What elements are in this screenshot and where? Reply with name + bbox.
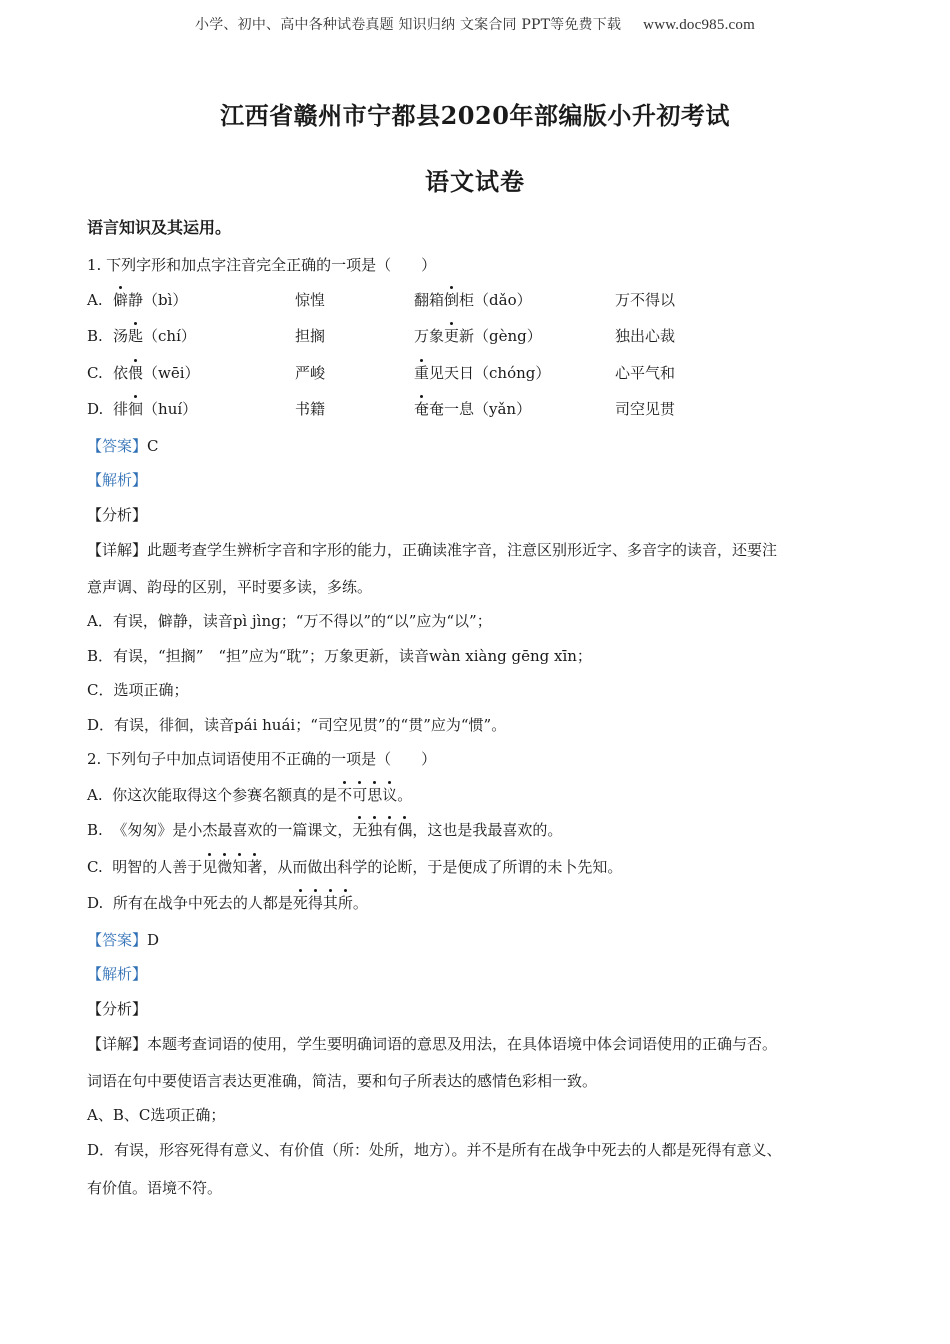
section-heading: 语言知识及其运用。	[87, 218, 232, 237]
q2-option-c	[87, 857, 622, 877]
dotted-char: 可	[352, 786, 368, 804]
dotted-char: 思	[367, 786, 383, 804]
option-letter: A.	[87, 786, 103, 804]
option-col2: 书籍	[295, 400, 326, 418]
dotted-char: 无	[352, 821, 368, 839]
dotted-char: 所	[337, 894, 353, 912]
option-letter: B.	[87, 327, 103, 345]
q2-analysis-tag: 【解析】	[87, 965, 148, 983]
q1-explain-c: C．选项正确；	[87, 681, 189, 699]
option-letter: C.	[87, 364, 103, 382]
option-col3-post: 见天日（chóng）	[429, 364, 551, 382]
q1-stem: 1. 下列字形和加点字注音完全正确的一项是（ ）	[87, 256, 437, 274]
q1-explain-b: B．有误，“担搁” “担”应为“耽”；万象更新，读音wàn xiàng gēng xīn；	[87, 647, 592, 665]
detail-text: 本题考查词语的使用，学生要明确词语的意思及用法，在具体语境中体会词语使用的正确与否。	[147, 1035, 778, 1053]
dotted-word	[293, 894, 353, 912]
option-letter: D.	[87, 894, 104, 912]
dotted-char: 有	[382, 821, 398, 839]
header-site-link[interactable]: www.doc985.com	[643, 17, 755, 33]
dotted-char: 倒	[444, 291, 460, 309]
dotted-word	[337, 786, 397, 804]
header-text: 小学、初中、高中各种试卷真题 知识归纳 文案合同 PPT等免费下载	[195, 17, 622, 33]
option-letter: D.	[87, 400, 104, 418]
dotted-char: 不	[337, 786, 353, 804]
q1-fenxi-tag: 【分析】	[87, 506, 148, 524]
q2-explain-d: D．有误，形容死得有意义、有价值（所：处所，地方）。并不是所有在战争中死去的人都是死得有意义、	[87, 1141, 782, 1159]
dotted-char: 知	[232, 858, 248, 876]
option-text-pre: 你这次能取得这个参赛名额真的是	[112, 786, 338, 804]
q2-fenxi-tag: 【分析】	[87, 1000, 148, 1018]
dotted-word	[352, 821, 412, 839]
option-letter: B.	[87, 821, 103, 839]
dotted-char: 更	[444, 327, 460, 345]
dotted-char: 重	[414, 364, 430, 382]
dotted-char: 奄	[414, 400, 430, 418]
q1-analysis-tag: 【解析】	[87, 471, 148, 489]
dotted-char: 得	[307, 894, 323, 912]
dotted-char: 匙	[128, 327, 144, 345]
option-text-post: 静（bì）	[128, 291, 188, 309]
q1-answer	[87, 436, 159, 456]
dotted-char: 死	[292, 894, 308, 912]
option-letter: C.	[87, 858, 103, 876]
page-header	[0, 14, 950, 34]
answer-value: C	[147, 437, 159, 455]
option-text-post: ，这也是我最喜欢的。	[412, 821, 563, 839]
q2-stem: 2. 下列句子中加点词语使用不正确的一项是（ ）	[87, 750, 437, 768]
option-col2: 严峻	[295, 364, 326, 382]
option-text-pre: 徘	[113, 400, 129, 418]
option-text-post: （chí）	[143, 327, 196, 345]
q2-option-d	[87, 893, 368, 913]
q2-explain-abc: A、B、C选项正确；	[87, 1106, 226, 1124]
option-col3-post: 柜（dǎo）	[459, 291, 532, 309]
dotted-char: 偶	[397, 821, 413, 839]
answer-value: D	[147, 931, 160, 949]
answer-tag: 【答案】	[87, 437, 148, 455]
option-text-post: 。	[397, 786, 413, 804]
detail-tag: 【详解】	[87, 541, 148, 559]
q1-detail-line2: 意声调、韵母的区别，平时要多读，多练。	[87, 578, 373, 596]
dotted-char: 偎	[128, 364, 144, 382]
option-text-pre: 汤	[113, 327, 129, 345]
option-text-post: （wēi）	[143, 364, 200, 382]
option-col4: 独出心裁	[615, 327, 676, 345]
dotted-char: 僻	[113, 291, 129, 309]
q2-option-a	[87, 785, 412, 805]
option-col4: 心平气和	[615, 364, 676, 382]
dotted-char: 著	[247, 858, 263, 876]
option-letter: A.	[87, 291, 103, 309]
dotted-char: 徊	[128, 400, 144, 418]
option-col3-post: 奄一息（yǎn）	[429, 400, 532, 418]
q1-detail-line1	[87, 540, 777, 560]
option-col3-pre: 翻箱	[414, 291, 445, 309]
dotted-char: 见	[202, 858, 218, 876]
option-text-pre: 《匆匆》是小杰最喜欢的一篇课文，	[112, 821, 353, 839]
option-col4: 万不得以	[615, 291, 676, 309]
doc-title-line2: 语文试卷	[425, 167, 525, 196]
detail-text: 此题考查学生辨析字音和字形的能力，正确读准字音，注意区别形近字、多音字的读音，还要注	[147, 541, 778, 559]
dotted-char: 微	[217, 858, 233, 876]
q2-explain-d-cont: 有价值。语境不符。	[87, 1179, 223, 1197]
detail-tag: 【详解】	[87, 1035, 148, 1053]
option-col2: 担搁	[295, 327, 326, 345]
option-text-post: （huí）	[143, 400, 198, 418]
option-text-pre: 所有在战争中死去的人都是	[112, 894, 293, 912]
option-col3-post: 新（gèng）	[459, 327, 542, 345]
dotted-char: 议	[382, 786, 398, 804]
q2-detail-line2: 词语在句中要使语言表达更准确，简洁，要和句子所表达的感情色彩相一致。	[87, 1072, 598, 1090]
q1-explain-a: A．有误，僻静，读音pì jìng；“万不得以”的“以”应为“以”；	[87, 612, 492, 630]
q2-answer	[87, 930, 159, 950]
q2-option-b	[87, 820, 562, 840]
option-col3-pre: 万象	[414, 327, 445, 345]
doc-title-line1: 江西省赣州市宁都县2020年部编版小升初考试	[220, 101, 730, 130]
option-text-post: 。	[352, 894, 368, 912]
option-text-pre: 依	[113, 364, 129, 382]
answer-tag: 【答案】	[87, 931, 148, 949]
dotted-word	[202, 858, 262, 876]
dotted-char: 独	[367, 821, 383, 839]
option-col2: 惊惶	[295, 291, 326, 309]
option-col4: 司空见贯	[615, 400, 676, 418]
q1-explain-d: D．有误，徘徊，读音pái huái；“司空见贯”的“贯”应为“惯”。	[87, 716, 507, 734]
option-text-pre: 明智的人善于	[112, 858, 203, 876]
dotted-char: 其	[322, 894, 338, 912]
q2-detail-line1	[87, 1034, 777, 1054]
option-text-post: ，从而做出科学的论断，于是便成了所谓的未卜先知。	[262, 858, 623, 876]
